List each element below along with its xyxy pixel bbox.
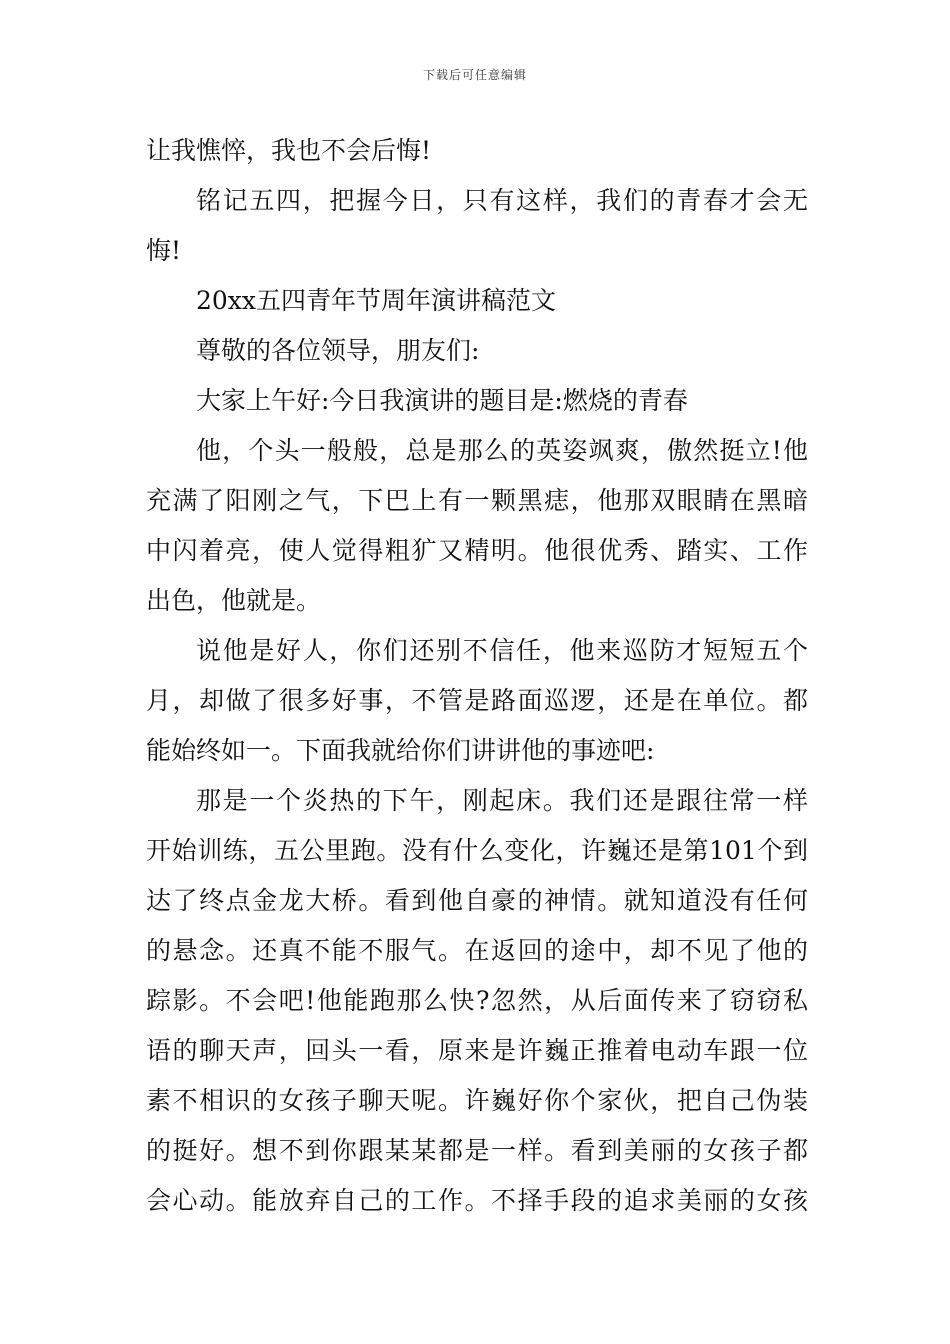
text-line: 那是一个炎热的下午，刚起床。我们还是跟往常一样 xyxy=(196,786,808,815)
page-header: 下载后可任意编辑 xyxy=(422,68,527,82)
text-line: 充满了阳刚之气，下巴上有一颗黑痣，他那双眼睛在黑暗 xyxy=(146,486,808,515)
text-line: 月，却做了很多好事，不管是路面巡逻，还是在单位。都 xyxy=(146,686,808,715)
text-line: 铭记五四，把握今日，只有这样，我们的青春才会无 xyxy=(196,186,808,215)
document-body xyxy=(146,126,808,1226)
text-line: 大家上午好:今日我演讲的题目是:燃烧的青春 xyxy=(196,386,688,415)
text-line: 悔! xyxy=(146,236,182,265)
text-line: 他，个头一般般，总是那么的英姿飒爽，傲然挺立!他 xyxy=(196,436,808,465)
text-line: 会心动。能放弃自己的工作。不择手段的追求美丽的女孩 xyxy=(146,1186,808,1215)
text-line: 踪影。不会吧!他能跑那么快?忽然，从后面传来了窃窃私 xyxy=(146,986,808,1015)
text-line: 达了终点金龙大桥。看到他自豪的神情。就知道没有任何 xyxy=(146,886,808,915)
text-line: 尊敬的各位领导，朋友们: xyxy=(196,336,480,365)
text-line: 能始终如一。下面我就给你们讲讲他的事迹吧: xyxy=(146,736,655,765)
text-line: 的挺好。想不到你跟某某都是一样。看到美丽的女孩子都 xyxy=(146,1136,808,1165)
text-line: 素不相识的女孩子聊天呢。许巍好你个家伙，把自己伪装 xyxy=(146,1086,808,1115)
text-line: 语的聊天声，回头一看，原来是许巍正推着电动车跟一位 xyxy=(146,1036,808,1065)
text-line: 说他是好人，你们还别不信任，他来巡防才短短五个 xyxy=(196,636,808,665)
text-line: 出色，他就是。 xyxy=(146,586,322,615)
text-line: 中闪着亮，使人觉得粗犷又精明。他很优秀、踏实、工作 xyxy=(146,536,808,565)
text-line: 让我憔悴，我也不会后悔! xyxy=(146,136,432,165)
text-line: 开始训练，五公里跑。没有什么变化，许巍还是第101个到 xyxy=(146,836,808,865)
text-line: 20xx五四青年节周年演讲稿范文 xyxy=(196,286,557,315)
text-line: 的悬念。还真不能不服气。在返回的途中，却不见了他的 xyxy=(146,936,808,965)
